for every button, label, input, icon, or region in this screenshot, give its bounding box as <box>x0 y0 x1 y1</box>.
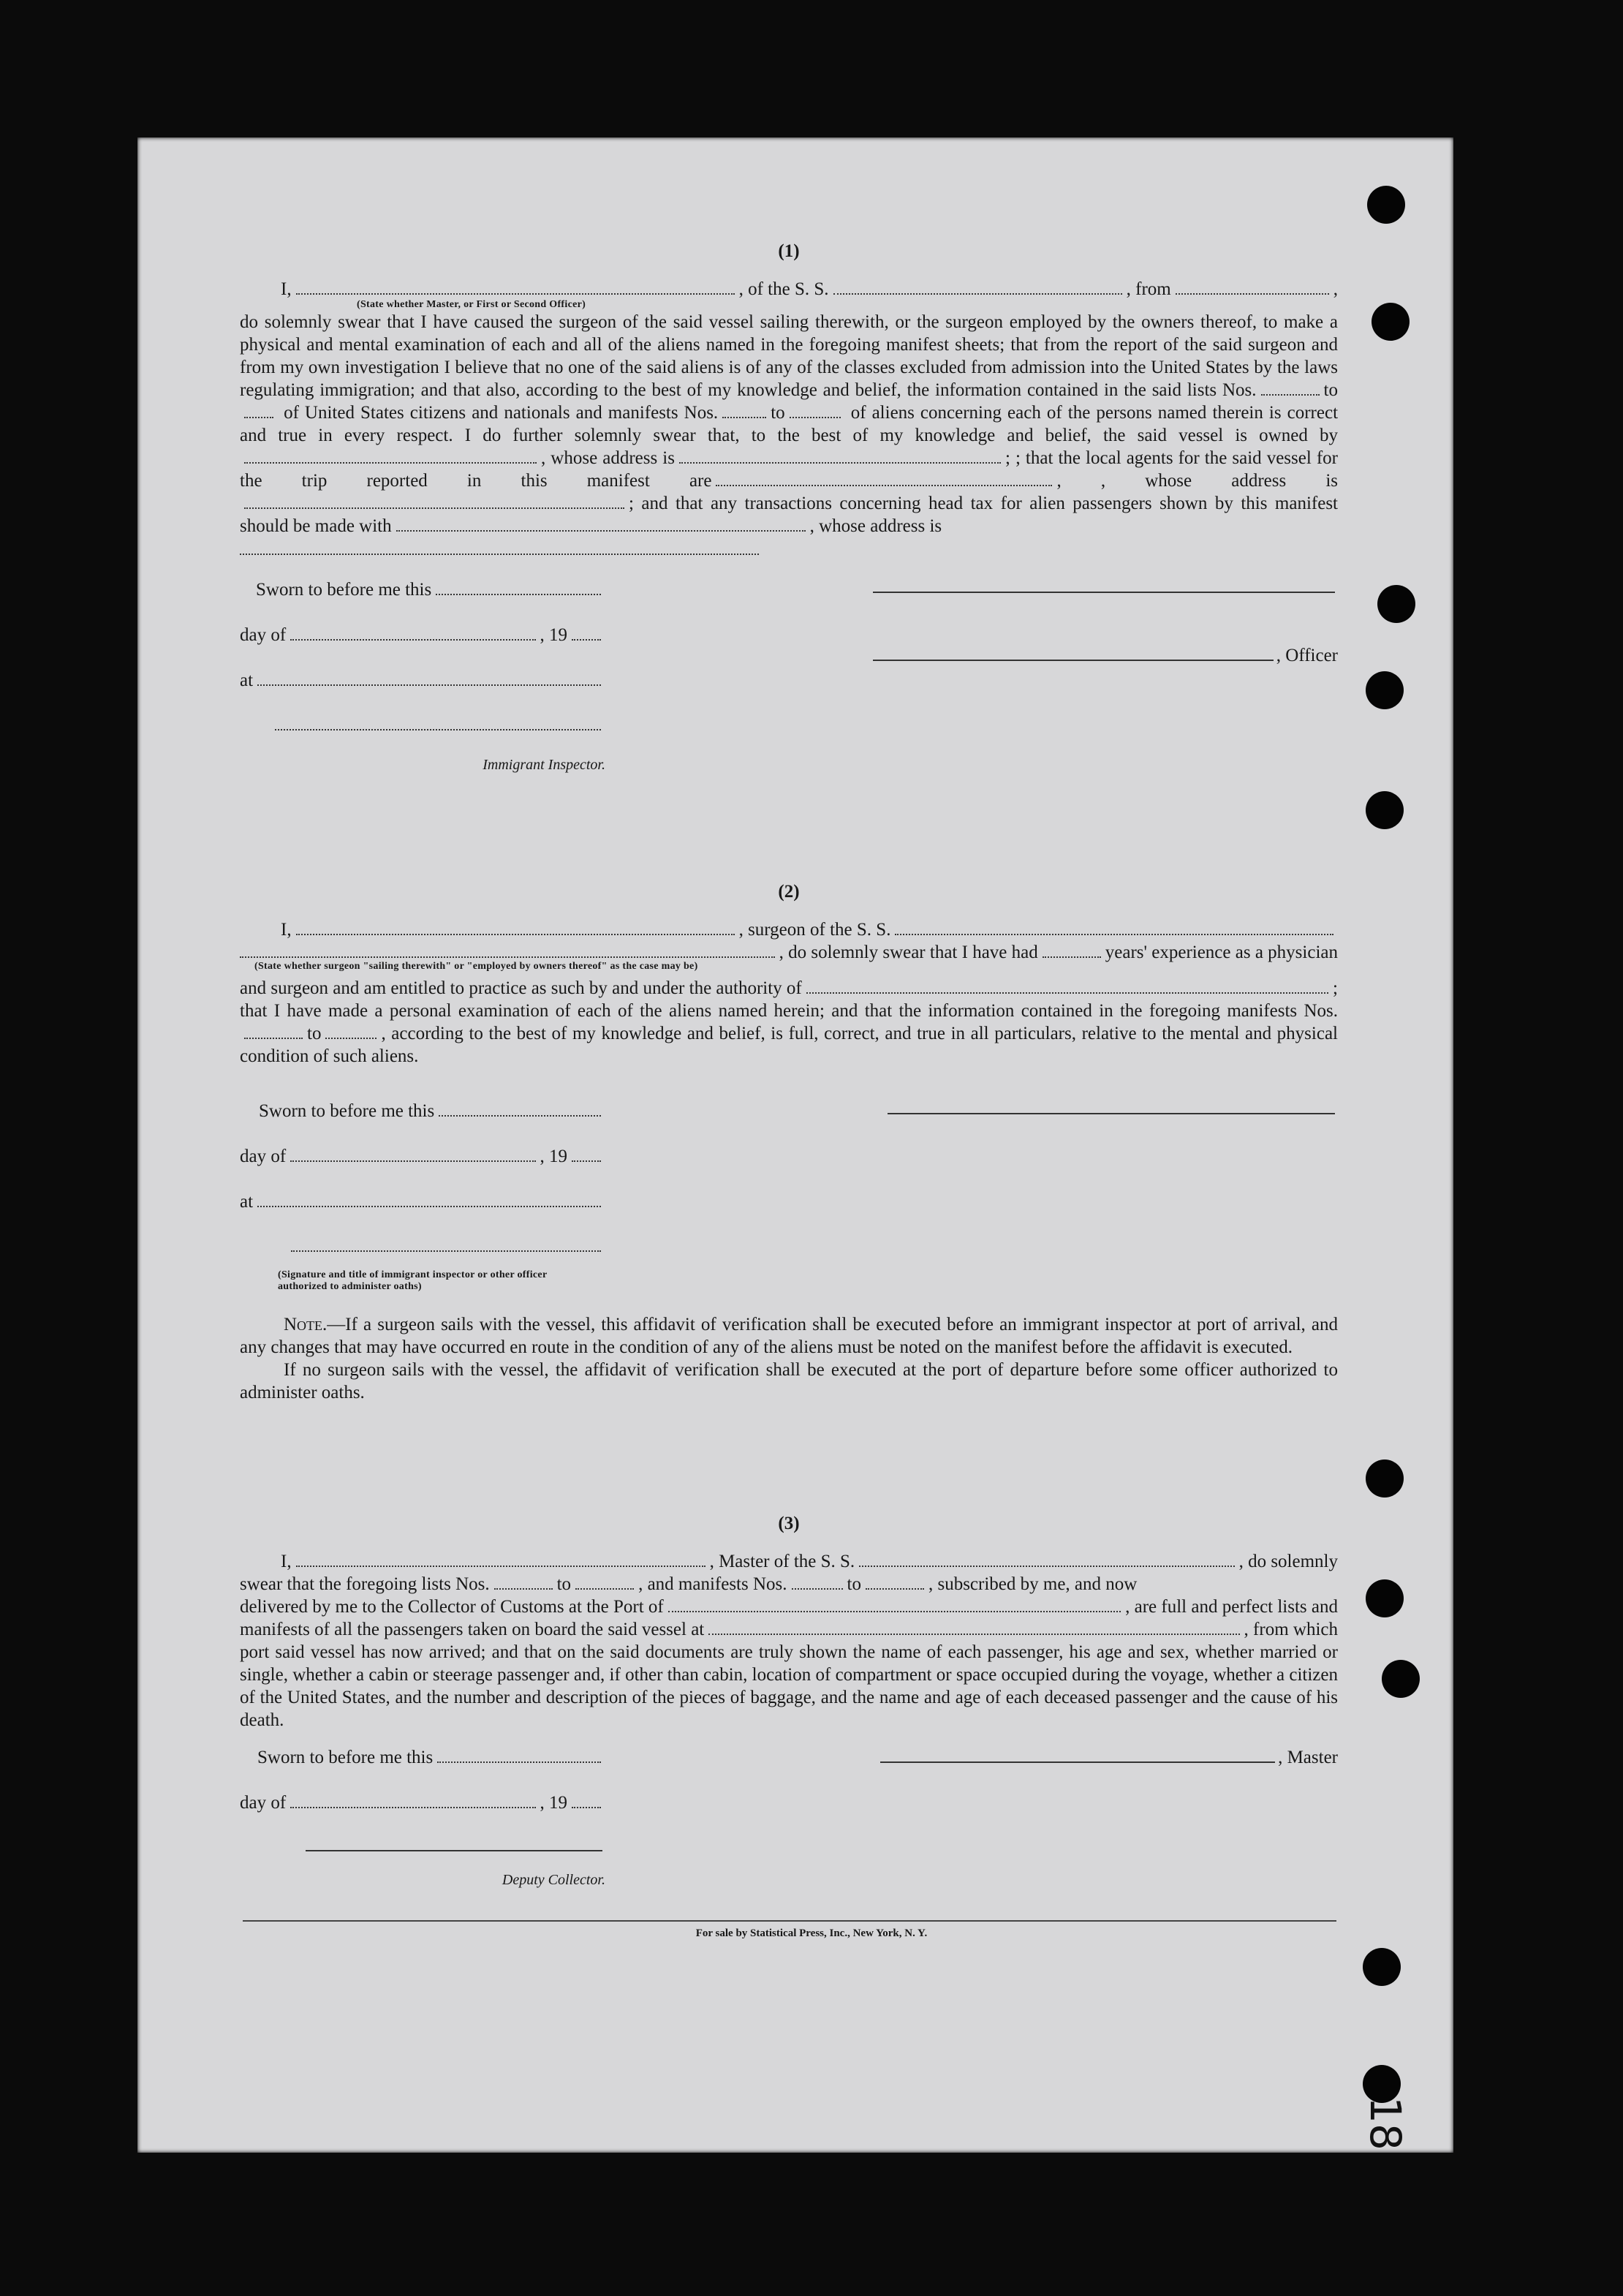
embark-place-blank[interactable] <box>708 1620 1239 1635</box>
officer-name-blank[interactable] <box>296 280 735 295</box>
signature-title-caption: (Signature and title of immigrant inspector or other officer authorized to administer oaths) <box>278 1269 548 1292</box>
section-1-signatures: Sworn to before me this day of , 19 at Immigrant Inspector. , Officer <box>240 580 1338 773</box>
section-2: (2) I, , surgeon of the S. S. , do solemnly swear that I have had years' experience as a physician (State whether surgeon "sailing therewith" or "employed by owners thereof" as the case may be) and surgeon and am entitled to practice as such by and under the authority of ; that I have made a personal examination of each of the aliens named herein; and that the information contained in the foregoing manifests Nos.to , according to the best of my knowledge and belief, is full, correct, and true in all particulars, relative to the mental and physical condition of such aliens. Sworn to before me this day of , 19 at (Signature and title of immigrant inspector or other officer authorized to administer oaths) Note.—If a surgeon sails with the vessel, this affidavit of verification shall be executed before an immigrant inspector at port of arrival, and any changes that may have occurred en route in the condition of any of the aliens must be noted on the manifest before the affidavit is executed. If no surgeon sails with the vessel, the affidavit of verification shall be executed at the port of departure before some officer authorized to administer oaths. <box>240 882 1338 1402</box>
s3-manifests-from-blank[interactable] <box>792 1575 843 1590</box>
master-signature-line[interactable] <box>880 1750 1275 1763</box>
inspector-signature-line[interactable] <box>275 716 601 730</box>
s2-manifests-from-blank[interactable] <box>244 1026 303 1039</box>
s2-inspector-signature-line[interactable] <box>291 1237 601 1252</box>
section-1-line-1: I, , of the S. S. , from , <box>281 279 1338 299</box>
section-3: (3) I, , Master of the S. S. , do solemnly swear that the foregoing lists Nos. to , and manifests Nos. to , subscribed by me, and now delivered by me to the Collector of Customs at the Port of , are full and perfect lists and manifests of all the passengers taken on board the said vessel at , from which port said vessel has now arrived; and that on the said documents are truly shown the name of each passenger, his age and sex, whether married or single, whether a cabin or steerage passenger and, if other than cabin, location of compartment or space occupied during the voyage, whether a citizen of the United States, and the number and description of the pieces of baggage, and the name and age of each deceased passenger and the cause of his death. Sworn to before me this day of , 19 Deputy Collector. , Master <box>240 1514 1338 1888</box>
manifests-to-blank[interactable] <box>790 405 841 418</box>
footer-rule <box>243 1920 1336 1922</box>
s2-manifests-to-blank[interactable] <box>325 1026 377 1039</box>
section-3-body: port said vessel has now arrived; and that on the said documents are truly shown the name of each passenger, his age and sex, whether married or single, whether a cabin or steerage passenger and, if other than cabin, location of compartment or space occupied during the voyage, whether a citizen of the United States, and the number and description of the pieces of baggage, and the name and age of each deceased passenger and the cause of his death. <box>240 1642 1338 1730</box>
note-paragraph-2: If no surgeon sails with the vessel, the affidavit of verification shall be executed at the port of departure before some officer authorized to administer oaths. <box>240 1360 1338 1402</box>
s3-lists-from-blank[interactable] <box>494 1575 553 1590</box>
section-1-body: do solemnly swear that I have caused the surgeon of the said vessel sailing therewith, or the surgeon employed by the owners thereof, to make a physical and mental examination of each and all of the aliens named in the foregoing manifest sheets; that from the report of the said surgeon and from my own investigation I believe that no one of the said aliens is of any of the classes excluded from admission into the United States by the laws regulating immigration; and that also, according to the best of my knowledge and belief, the information contained in the said lists Nos. to of United States citizens and nationals and manifests Nos. to of aliens concerning each of the persons named therein is correct and true in every respect. I do further solemnly swear that, to the best of my knowledge and belief, the said vessel is owned by, whose address is ; ; that the local agents for the said vessel for the trip reported in this manifest are , , whose address is; and that any transactions concerning head tax for alien passengers shown by this manifest should be made with , whose address is <box>240 312 1339 536</box>
section-1-caption: (State whether Master, or First or Second Officer) <box>357 299 586 310</box>
day-of-blank-1[interactable] <box>290 626 535 641</box>
head-tax-party-blank[interactable] <box>396 518 806 532</box>
head-tax-address-blank[interactable] <box>240 540 759 555</box>
punch-hole-1 <box>1367 186 1405 224</box>
section-3-number: (3) <box>778 1514 800 1533</box>
owner-address-blank[interactable] <box>679 450 1001 464</box>
port-blank[interactable] <box>668 1598 1121 1612</box>
day-of-blank-2[interactable] <box>290 1147 535 1162</box>
surgeon-vessel-blank[interactable] <box>895 921 1333 935</box>
section-1 <box>240 241 1338 774</box>
punch-hole-3 <box>1377 585 1415 623</box>
collector-signature-line[interactable] <box>306 1838 602 1851</box>
day-of-blank-3[interactable] <box>290 1794 535 1808</box>
years-experience-blank[interactable] <box>1043 943 1101 958</box>
sworn-date-blank-1[interactable] <box>436 581 601 595</box>
deputy-collector-label: Deputy Collector. <box>502 1872 605 1888</box>
printer-footer: For sale by Statistical Press, Inc., New York, N. Y. <box>695 1927 928 1939</box>
agents-blank[interactable] <box>716 473 1052 486</box>
section-2-signatures: Sworn to before me this day of , 19 at (Signature and title of immigrant inspector or other officer authorized to administer oaths) <box>240 1101 1338 1293</box>
at-place-blank-1[interactable] <box>257 671 601 686</box>
punch-hole-6 <box>1366 1459 1404 1498</box>
punch-hole-5 <box>1366 791 1404 829</box>
at-place-blank-2[interactable] <box>257 1193 601 1207</box>
officer-signature-line-1[interactable] <box>873 580 1335 593</box>
year-blank-1[interactable] <box>572 626 601 641</box>
surgeon-signature-line[interactable] <box>888 1101 1335 1114</box>
punch-hole-4 <box>1366 671 1404 709</box>
authority-blank[interactable] <box>806 979 1328 994</box>
lists-from-blank[interactable] <box>1261 382 1320 396</box>
from-port-blank[interactable] <box>1176 280 1329 295</box>
section-1-number: (1) <box>778 241 800 261</box>
agents-address-blank[interactable] <box>244 496 624 509</box>
s3-manifests-to-blank[interactable] <box>866 1575 924 1590</box>
manifests-from-blank[interactable] <box>722 405 766 418</box>
year-blank-3[interactable] <box>572 1794 601 1808</box>
section-2-number: (2) <box>778 882 800 902</box>
punch-hole-8 <box>1382 1660 1420 1698</box>
sworn-date-blank-2[interactable] <box>439 1102 601 1117</box>
page-number: 18 <box>1360 2096 1410 2150</box>
year-blank-2[interactable] <box>572 1147 601 1162</box>
lists-to-blank[interactable] <box>244 405 273 418</box>
surgeon-name-blank[interactable] <box>296 921 735 935</box>
punch-hole-7 <box>1366 1579 1404 1617</box>
owner-blank[interactable] <box>244 450 537 464</box>
sworn-date-blank-3[interactable] <box>437 1748 601 1763</box>
note-paragraph-1: Note.—If a surgeon sails with the vessel, this affidavit of verification shall be executed before an immigrant inspector at port of arrival, and any changes that may have occurred en route in the condition of any of the aliens must be noted on the manifest before the affidavit is executed. <box>240 1315 1338 1357</box>
immigrant-inspector-label: Immigrant Inspector. <box>483 757 605 773</box>
section-2-caption: (State whether surgeon "sailing therewith" or "employed by owners thereof" as the case may be) <box>254 961 698 972</box>
master-name-blank[interactable] <box>296 1552 705 1567</box>
punch-hole-9 <box>1363 1948 1401 1986</box>
officer-signature-line-2[interactable] <box>873 648 1274 661</box>
section-2-body: that I have made a personal examination of each of the aliens named herein; and that the information contained in the foregoing manifests Nos.to , according to the best of my knowledge and belief, is full, correct, and true in all particulars, relative to the mental and physical condition of such aliens. <box>240 1001 1338 1066</box>
punch-hole-2 <box>1372 303 1410 341</box>
surgeon-status-blank[interactable] <box>240 943 775 958</box>
s3-lists-to-blank[interactable] <box>575 1575 634 1590</box>
vessel-name-blank[interactable] <box>833 280 1122 295</box>
s3-vessel-blank[interactable] <box>859 1552 1234 1567</box>
section-3-signatures: Sworn to before me this day of , 19 Deputy Collector. , Master <box>240 1748 1338 1888</box>
